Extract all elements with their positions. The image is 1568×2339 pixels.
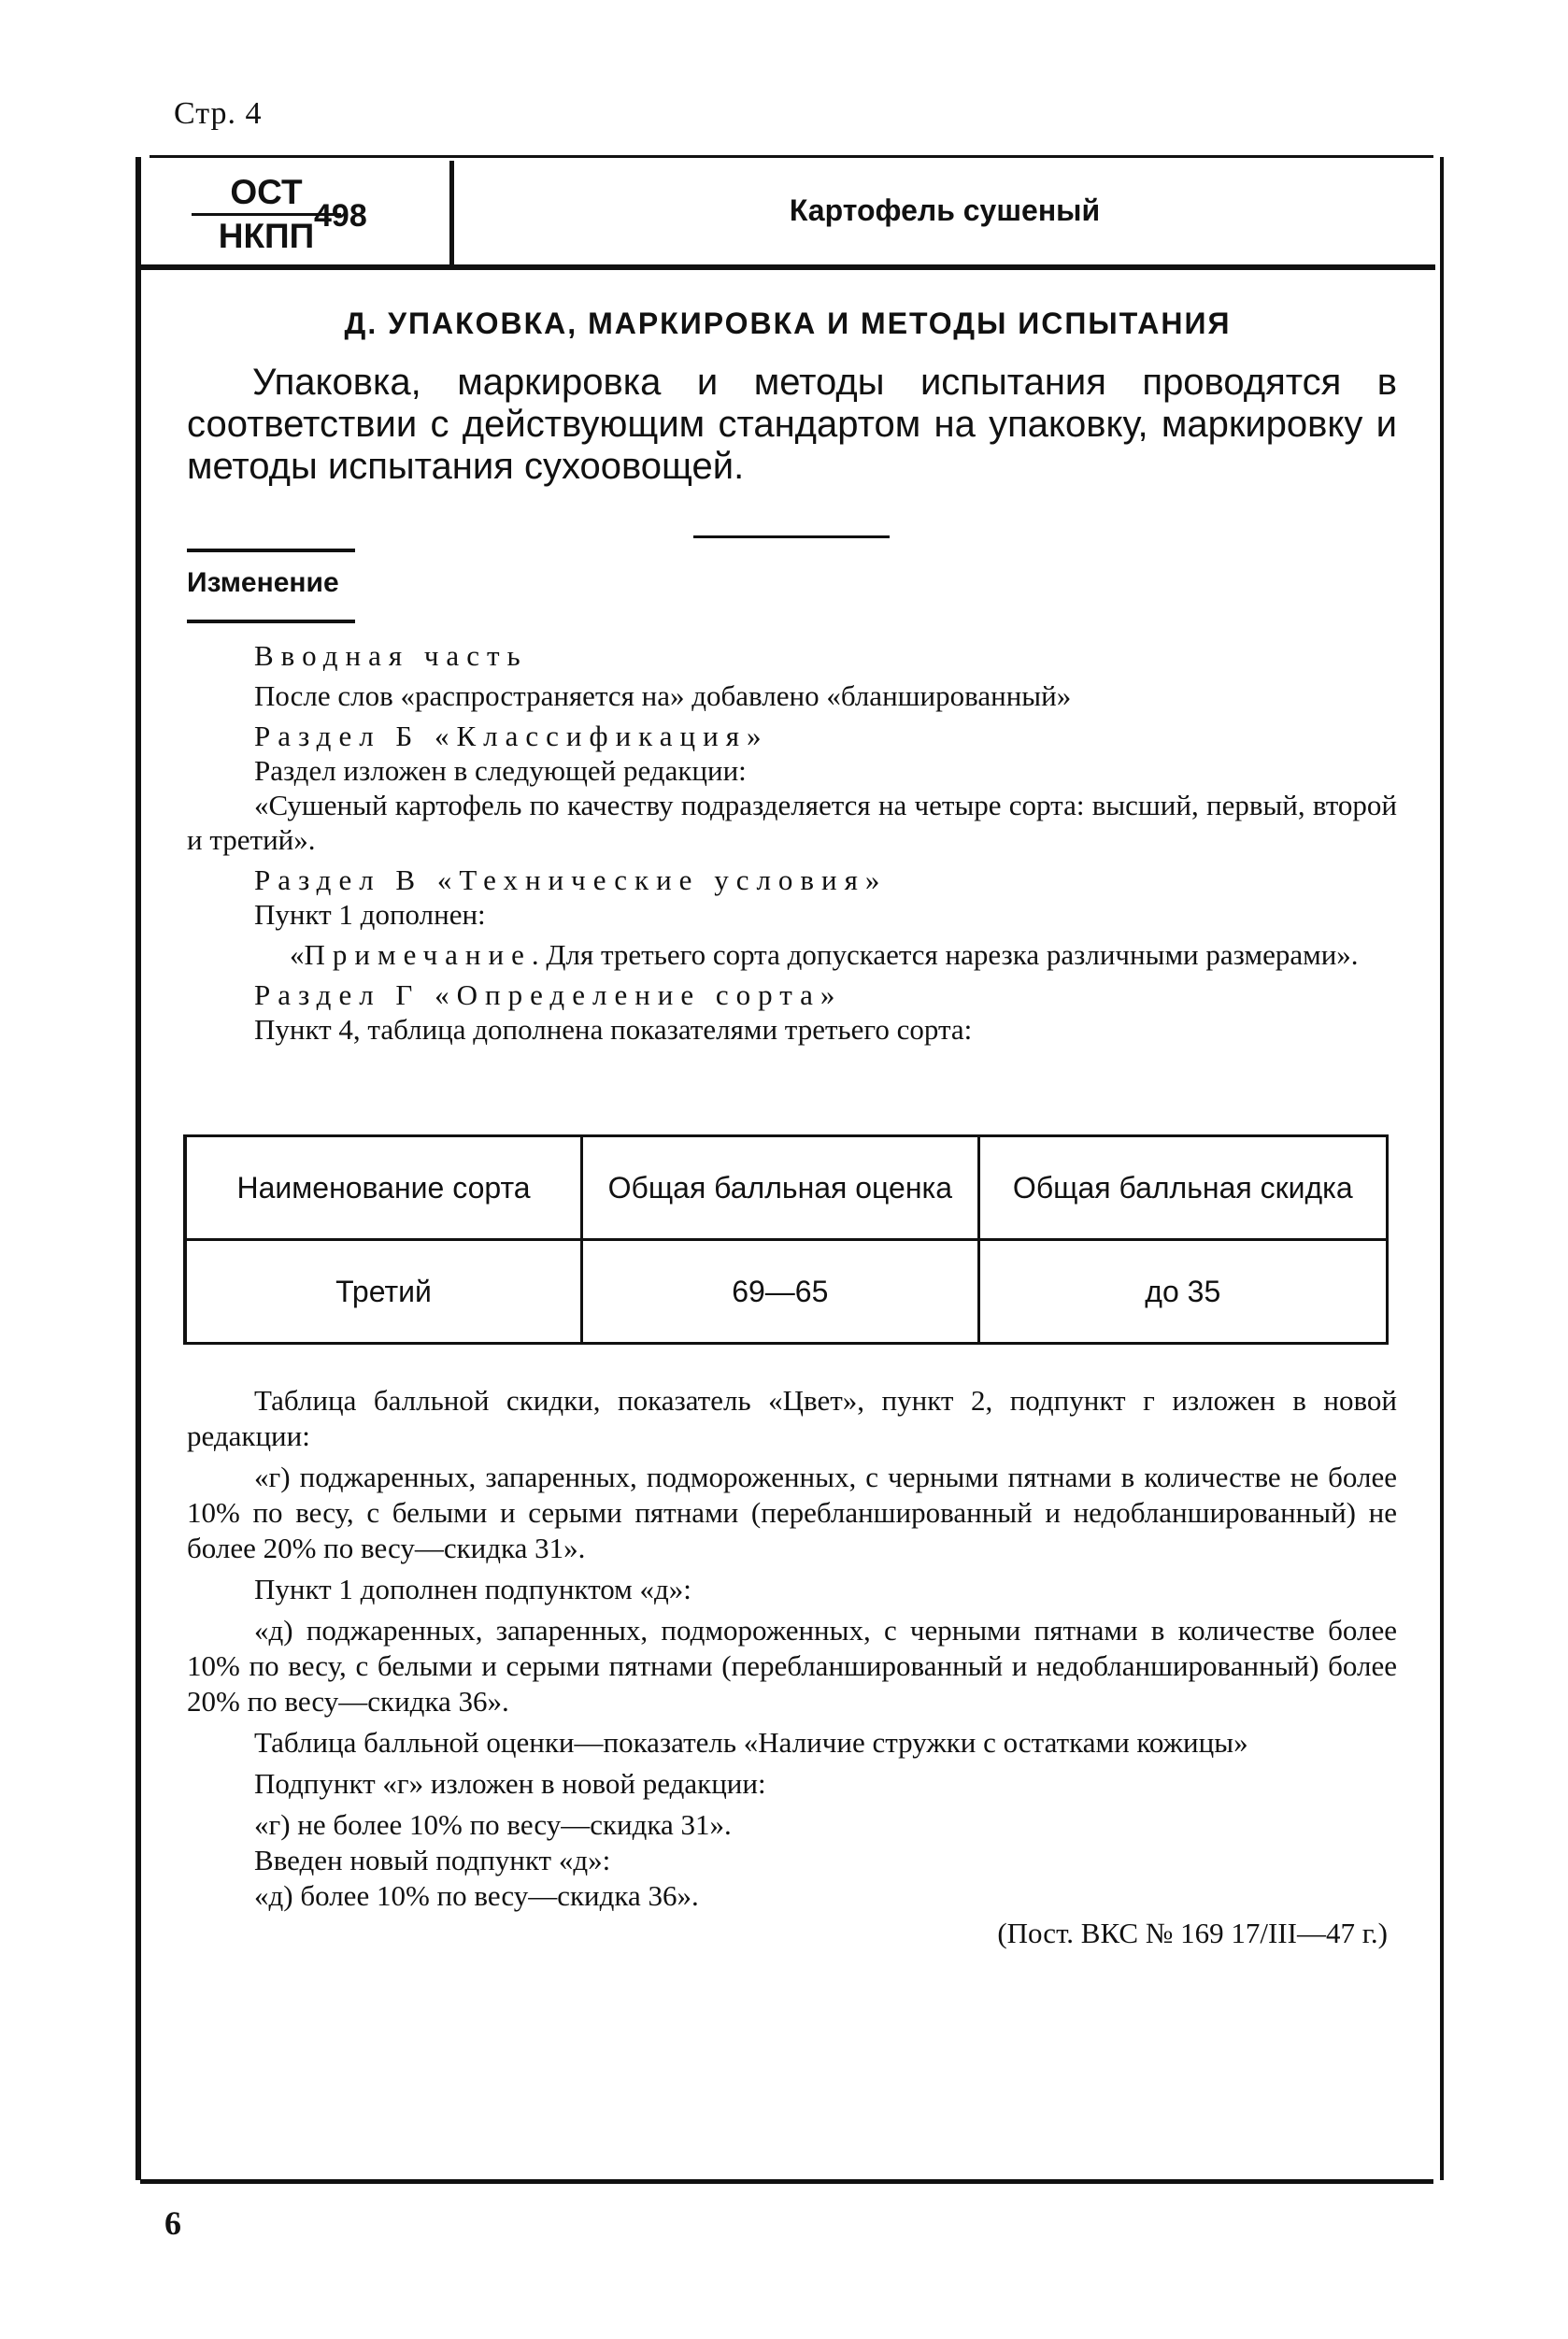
ost-label: ОСТ	[230, 173, 303, 211]
footer-rule	[140, 2179, 1433, 2184]
section-v-note: «Примечание. Для третьего сорта допускается нарезка различными размерами».	[290, 938, 1359, 971]
note-word: Примечание	[304, 938, 532, 971]
paragraph: «г) не более 10% по весу—скидка 31».	[254, 1808, 732, 1841]
paragraph: Пункт 1 дополнен подпунктом «д»:	[254, 1573, 691, 1605]
table-header-score: Общая балльная оценка	[582, 1136, 979, 1240]
section-title: Д. УПАКОВКА, МАРКИРОВКА И МЕТОДЫ ИСПЫТАНИЯ	[344, 307, 1232, 340]
rule-under-change	[187, 620, 355, 623]
header-top-rule	[150, 155, 1433, 158]
page-number: 6	[164, 2204, 181, 2242]
table-header-grade: Наименование сорта	[185, 1136, 582, 1240]
header-divider	[449, 161, 454, 265]
section-v-heading: Раздел В «Технические условия»	[254, 863, 888, 896]
rule-center	[693, 535, 890, 538]
page-label: Стр. 4	[174, 96, 263, 131]
paragraph: Подпункт «г» изложен в новой редакции:	[254, 1767, 766, 1800]
table-cell-grade: Третий	[185, 1240, 582, 1344]
change-label: Изменение	[187, 567, 339, 598]
section-b-text2: «Сушеный картофель по качеству подразделяется на четыре сорта: высший, первый, второй и третий».	[187, 789, 1397, 856]
section-paragraph: Упаковка, маркировка и методы испытания проводятся в соответствии с действующим стандартом на упаковку, маркировку и методы испытания сухоовощей.	[187, 362, 1397, 487]
nkpp-label: НКПП	[218, 217, 315, 255]
amendments	[187, 638, 1397, 1047]
paragraph: «г) поджаренных, запаренных, подмороженных, с черными пятнами в количестве не более 10% по весу, с белыми и серыми пятнами (перебланшированный и недобланшированный) не более 20% по весу—скидка 31».	[187, 1461, 1397, 1564]
section-b-text1: Раздел изложен в следующей редакции:	[254, 754, 747, 787]
document-title: Картофель сушеный	[789, 193, 1101, 227]
intro-text: После слов «распространяется на» добавлено «бланшированный»	[254, 679, 1072, 712]
table-cell-score: 69—65	[582, 1240, 979, 1344]
intro-heading: Вводная часть	[254, 639, 528, 672]
paragraph: «д) более 10% по весу—скидка 36».	[254, 1879, 699, 1912]
paragraph: Таблица балльной скидки, показатель «Цвет», пункт 2, подпункт г изложен в новой редакции:	[187, 1384, 1397, 1452]
paragraph: «д) поджаренных, запаренных, подмороженных, с черными пятнами в количестве более 10% по весу, с белыми и серыми пятнами (перебланшированный и недобланшированный) более 20% по весу—скидка 36».	[187, 1614, 1397, 1718]
post-table-text	[187, 1383, 1397, 1951]
table-header-discount: Общая балльная скидка	[978, 1136, 1387, 1240]
section-b-heading: Раздел Б «Классификация»	[254, 720, 769, 752]
note-text: . Для третьего сорта допускается нарезка различными размерами».	[531, 938, 1359, 971]
header-bottom-rule	[140, 264, 1435, 270]
standard-number: 498	[314, 198, 367, 234]
section-g-text: Пункт 4, таблица дополнена показателями третьего сорта:	[254, 1013, 973, 1046]
section-v-text1: Пункт 1 дополнен:	[254, 898, 486, 931]
table-cell-discount: до 35	[978, 1240, 1387, 1344]
citation: (Пост. ВКС № 169 17/III—47 г.)	[997, 1917, 1388, 1949]
section-body	[187, 362, 1397, 488]
section-g-heading: Раздел Г «Определение сорта»	[254, 978, 843, 1011]
paragraph: Таблица балльной оценки—показатель «Наличие стружки с остатками кожицы»	[254, 1726, 1248, 1759]
grade-table	[183, 1134, 1389, 1345]
paragraph: Введен новый подпункт «д»:	[254, 1844, 611, 1876]
rule-short-left	[187, 549, 355, 552]
